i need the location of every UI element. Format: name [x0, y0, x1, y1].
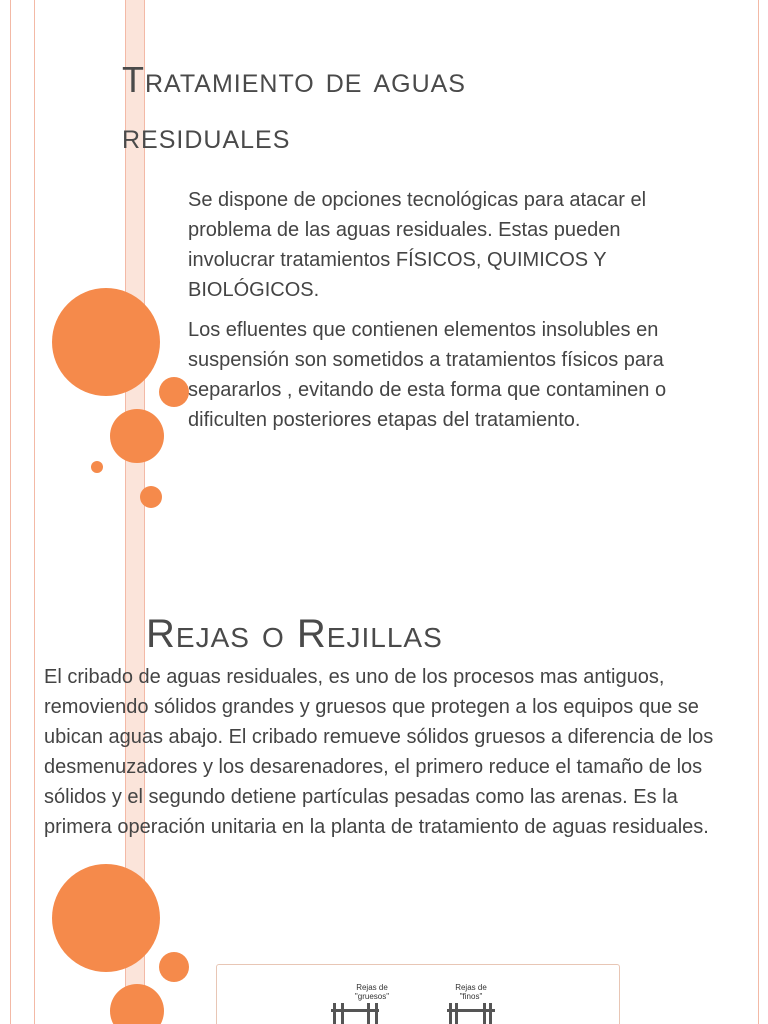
effluents-paragraph: Los efluentes que contienen elementos insolubles en suspensión son sometidos a tratamientos físicos para separarlos , evitando de esta forma que contaminen o dificulten posteriores etapas del tratamiento.: [188, 319, 667, 431]
decorative-circle: [110, 984, 164, 1024]
decorative-circle: [52, 864, 160, 972]
decorative-line: [34, 0, 35, 512]
decorative-circle: [140, 486, 162, 508]
decorative-line: [758, 0, 759, 512]
screening-paragraph: El cribado de aguas residuales, es uno de los procesos mas antiguos, removiendo sólidos grandes y gruesos que protegen a los equipos que se ubican aguas abajo. El cribado remueve sólidos gruesos a diferencia de los desmenuzadores y los desarenadores, el primero reduce el tamaño de los sólidos y el segundo detiene partículas pesadas como las arenas. Es la primera operación unitaria en la planta de tratamiento de aguas residuales.: [44, 666, 714, 838]
decorative-line: [10, 0, 11, 512]
slide-title: Rejas o Rejillas: [146, 612, 443, 656]
decorative-circle: [91, 461, 103, 473]
coarse-screen-label: Rejas de "gruesos": [354, 983, 390, 1001]
intro-paragraph: Se dispone de opciones tecnológicas para atacar el problema de las aguas residuales. Estas pueden involucrar tratamientos FÍSICOS, QUIMICOS Y BIOLÓGICOS.: [188, 189, 647, 301]
decorative-circle: [159, 377, 189, 407]
decorative-line: [10, 512, 11, 1024]
title-line-2: residuales: [122, 115, 291, 156]
title-line-1: Tratamiento de aguas: [122, 59, 466, 100]
screens-diagram: [216, 964, 620, 1024]
decorative-circle: [110, 409, 164, 463]
fine-screen-label: Rejas de "finos": [455, 983, 487, 1001]
slide-2: [0, 512, 768, 1024]
slide-title: [122, 52, 466, 164]
decorative-circle: [159, 952, 189, 982]
decorative-circle: [52, 288, 160, 396]
decorative-line: [758, 512, 759, 1024]
decorative-line: [34, 512, 35, 1024]
